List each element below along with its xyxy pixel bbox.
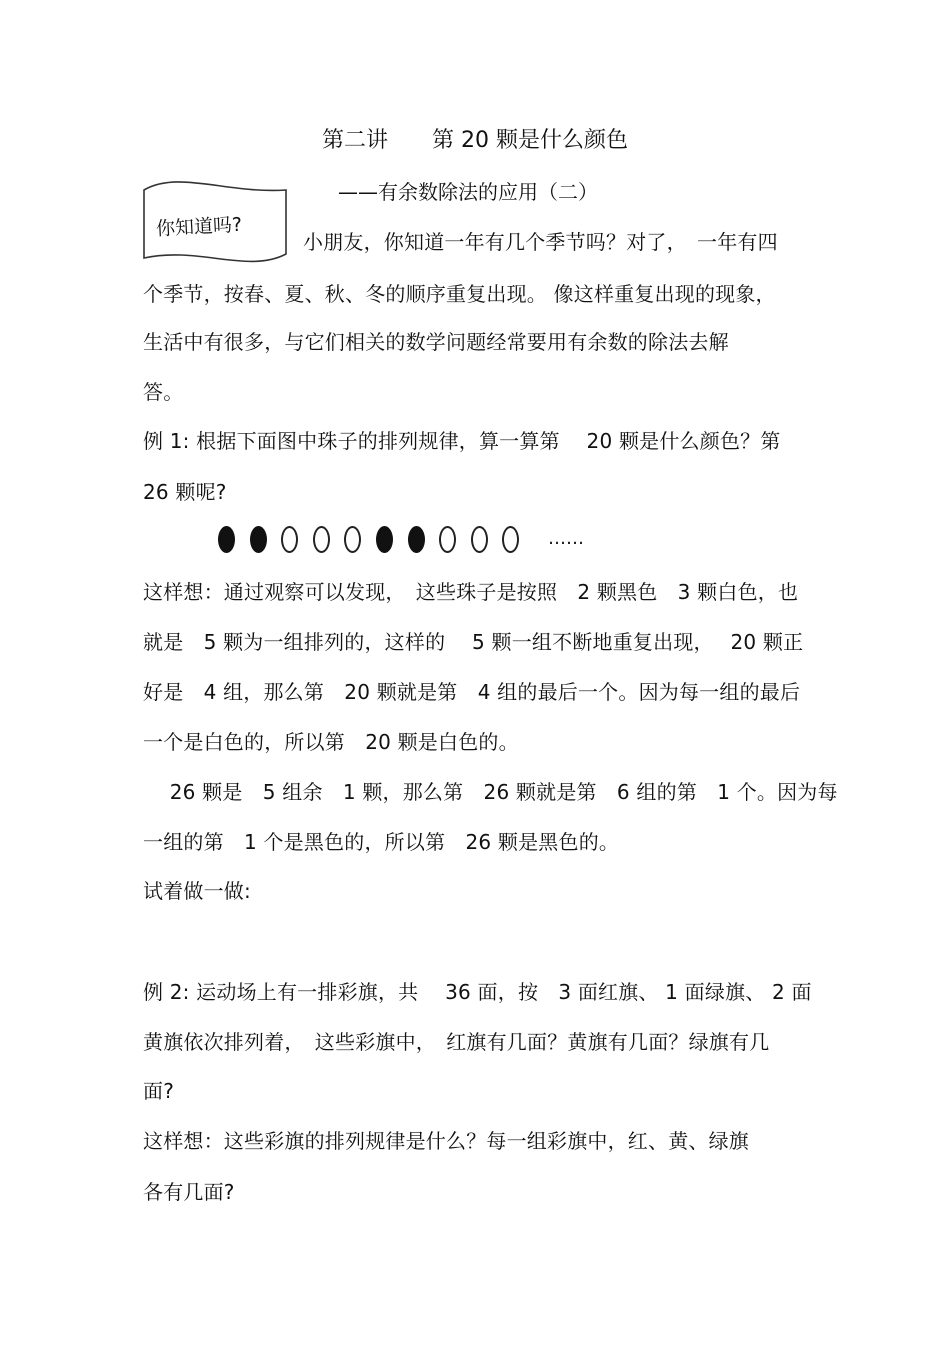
bead-ellipsis: …… — [548, 528, 584, 549]
white-bead — [439, 526, 456, 553]
white-bead — [281, 526, 298, 553]
black-bead — [376, 526, 393, 553]
page-subtitle: ——有余数除法的应用（二） — [338, 180, 598, 204]
think1-line-2: 就是 5 颗为一组排列的，这样的 5 颗一组不断地重复出现， 20 颗正 — [143, 630, 804, 654]
intro-line-3: 生活中有很多，与它们相关的数学问题经常要用有余数的除法去解 — [143, 330, 729, 354]
page-title: 第二讲 第 20 颗是什么颜色 — [322, 128, 628, 153]
think1-line-6: 一组的第 1 个是黑色的，所以第 26 颗是黑色的。 — [143, 830, 620, 854]
example2-line-3: 面? — [143, 1079, 175, 1103]
intro-line-4: 答。 — [143, 380, 184, 404]
white-bead — [313, 526, 330, 553]
think1-line-4: 一个是白色的，所以第 20 颗是白色的。 — [143, 730, 519, 754]
white-bead — [502, 526, 519, 553]
black-bead — [408, 526, 425, 553]
think1-line-1: 这样想：通过观察可以发现， 这些珠子是按照 2 颗黑色 3 颗白色，也 — [143, 580, 799, 604]
black-bead — [218, 526, 235, 553]
banner-label: 你知道吗? — [155, 213, 243, 241]
think1-line-3: 好是 4 组，那么第 20 颗就是第 4 组的最后一个。因为每一组的最后 — [143, 680, 801, 704]
example1-line-2: 26 颗呢? — [143, 480, 227, 504]
did-you-know-banner — [138, 176, 294, 272]
try-it-label: 试着做一做: — [143, 879, 251, 903]
example1-line-1: 例 1: 根据下面图中珠子的排列规律，算一算第 20 颗是什么颜色？第 — [143, 429, 781, 453]
black-bead — [250, 526, 267, 553]
white-bead — [344, 526, 361, 553]
example2-line-1: 例 2: 运动场上有一排彩旗，共 36 面，按 3 面红旗、 1 面绿旗、 2 面 — [143, 980, 812, 1004]
white-bead — [471, 526, 488, 553]
example2-line-2: 黄旗依次排列着， 这些彩旗中， 红旗有几面？黄旗有几面？绿旗有几 — [143, 1030, 770, 1054]
think1-line-5: 26 颗是 5 组余 1 颗，那么第 26 颗就是第 6 组的第 1 个。因为每 — [143, 780, 838, 804]
think2-line-1: 这样想：这些彩旗的排列规律是什么？每一组彩旗中，红、黄、绿旗 — [143, 1129, 749, 1153]
intro-line-2: 个季节，按春、夏、秋、冬的顺序重复出现。 像这样重复出现的现象， — [143, 282, 776, 306]
intro-line-1: 小朋友，你知道一年有几个季节吗？对了， 一年有四 — [303, 230, 778, 254]
think2-line-2: 各有几面? — [143, 1180, 235, 1204]
